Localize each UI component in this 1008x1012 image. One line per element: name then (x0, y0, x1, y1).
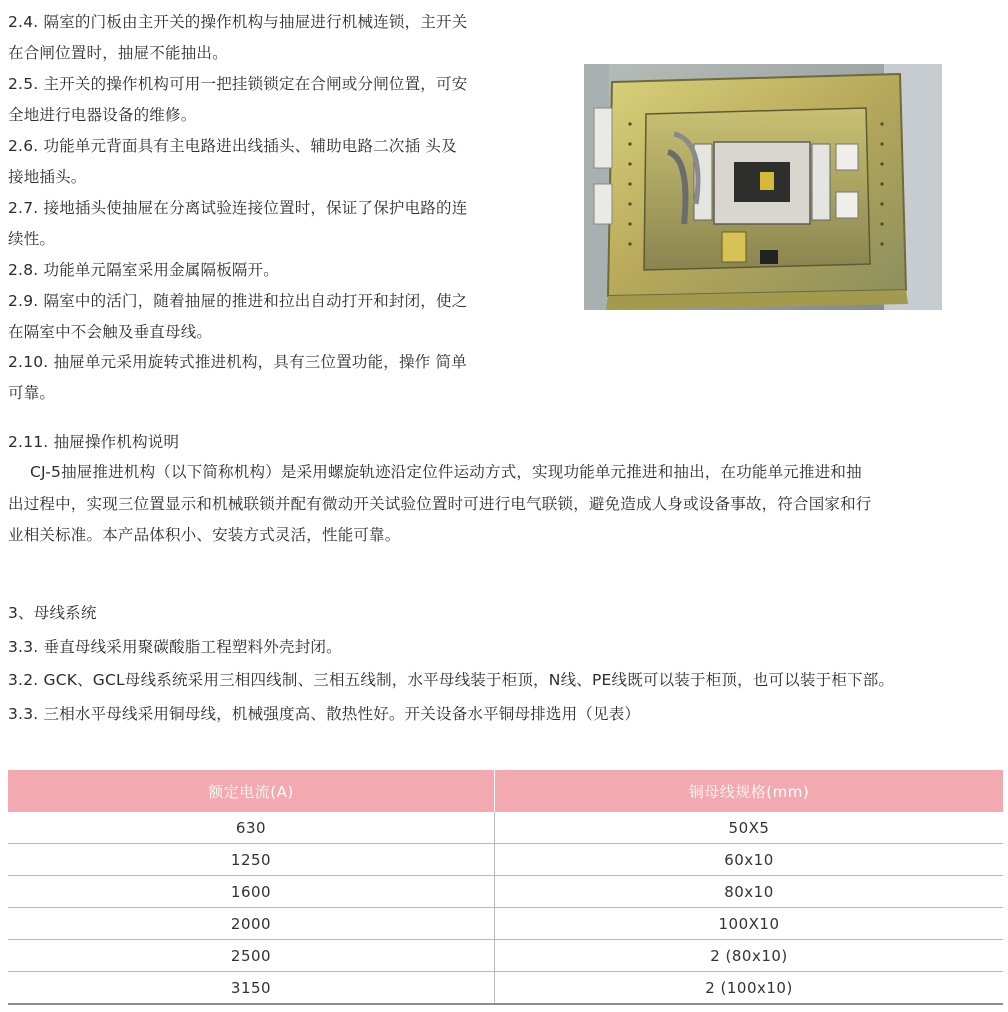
table-row (8, 940, 1003, 972)
table-cell: 3150 (8, 972, 495, 1005)
text-line: 2.4. 隔室的门板由主开关的操作机构与抽屉进行机械连锁，主开关 (8, 13, 468, 31)
text-line: 在合闸位置时，抽屉不能抽出。 (8, 44, 228, 62)
paragraph-line: CJ-5抽屉推进机构（以下简称机构）是采用螺旋轨迹沿定位件运动方式，实现功能单元推进和抽出，在功能单元推进和抽 (30, 463, 862, 481)
table-row (8, 876, 1003, 908)
table-row (8, 844, 1003, 876)
table-cell: 100X10 (495, 908, 1004, 940)
table-cell: 1250 (8, 844, 495, 876)
text-line: 接地插头。 (8, 168, 87, 186)
text-line: 2.5. 主开关的操作机构可用一把挂锁锁定在合闸或分闸位置，可安 (8, 75, 468, 93)
text-line: 3.3. 垂直母线采用聚碳酸脂工程塑料外壳封闭。 (8, 638, 342, 656)
column-header-busbar-spec: 铜母线规格(mm) (495, 770, 1004, 812)
table-cell: 1600 (8, 876, 495, 908)
table-header-row (8, 770, 1003, 812)
text-line: 全地进行电器设备的维修。 (8, 106, 197, 124)
text-line: 在隔室中不会触及垂直母线。 (8, 323, 213, 341)
section-heading: 3、母线系统 (8, 604, 97, 622)
table-cell: 60x10 (495, 844, 1004, 876)
table-row (8, 908, 1003, 940)
busbar-spec-table (8, 770, 1003, 1005)
table-row (8, 812, 1003, 844)
table-cell: 2 (100x10) (495, 972, 1004, 1005)
table-cell: 80x10 (495, 876, 1004, 908)
text-line: 2.7. 接地插头使抽屉在分离试验连接位置时，保证了保护电路的连 (8, 199, 468, 217)
table-cell: 50X5 (495, 812, 1004, 844)
section-heading: 2.11. 抽屉操作机构说明 (8, 433, 180, 451)
table-row (8, 972, 1003, 1005)
column-header-rated-current: 额定电流(A) (8, 770, 495, 812)
text-line: 续性。 (8, 230, 56, 248)
paragraph-line: 业相关标准。本产品体积小、安装方式灵活，性能可靠。 (8, 526, 401, 544)
table-cell: 2 (80x10) (495, 940, 1004, 972)
text-line: 2.10. 抽屉单元采用旋转式推进机构，具有三位置功能，操作 简单 (8, 353, 467, 371)
text-line: 2.6. 功能单元背面具有主电路进出线插头、辅助电路二次插 头及 (8, 137, 457, 155)
paragraph-line: 出过程中，实现三位置显示和机械联锁并配有微动开关试验位置时可进行电气联锁，避免造成人身或设备事故，符合国家和行 (8, 495, 872, 513)
text-line: 可靠。 (8, 384, 56, 402)
text-line: 3.2. GCK、GCL母线系统采用三相四线制、三相五线制，水平母线装于柜顶，N线、PE线既可以装于柜顶，也可以装于柜下部。 (8, 671, 895, 689)
text-line: 2.8. 功能单元隔室采用金属隔板隔开。 (8, 261, 280, 279)
table-cell: 2000 (8, 908, 495, 940)
text-line: 3.3. 三相水平母线采用铜母线，机械强度高、散热性好。开关设备水平铜母排选用（见表） (8, 705, 641, 723)
table-cell: 2500 (8, 940, 495, 972)
switchgear-drawer-photo (584, 64, 942, 310)
text-line: 2.9. 隔室中的活门，随着抽屉的推进和拉出自动打开和封闭，使之 (8, 292, 468, 310)
table-cell: 630 (8, 812, 495, 844)
